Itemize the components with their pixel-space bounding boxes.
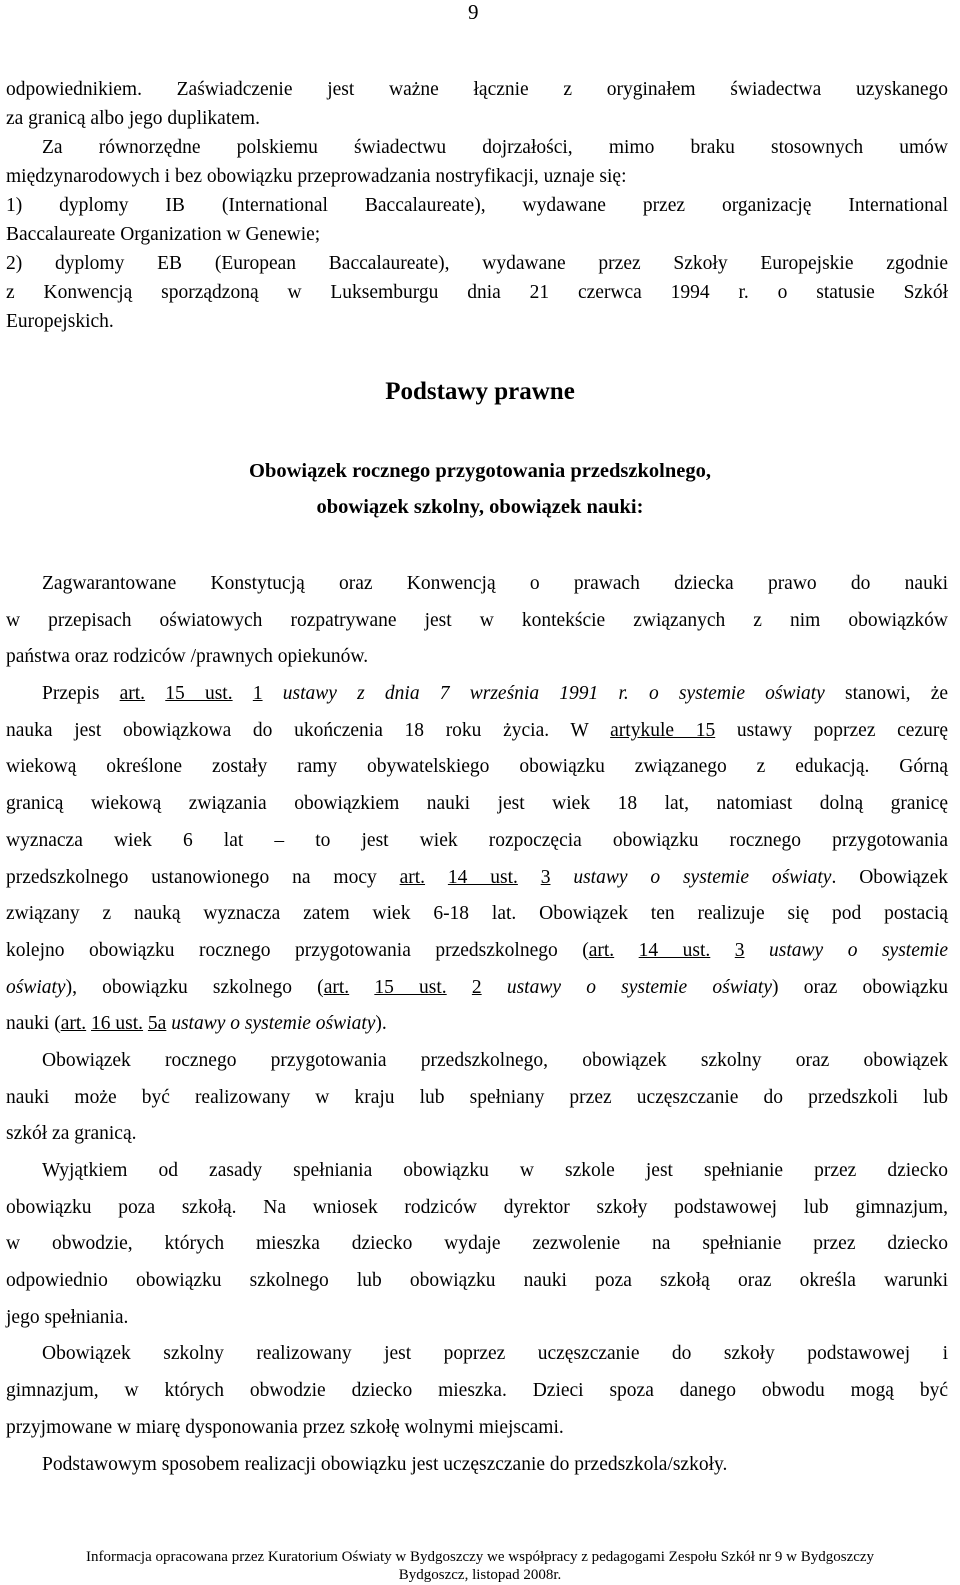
text-span (482, 977, 507, 998)
section-title: Podstawy prawne (385, 378, 575, 405)
law-link[interactable]: 16 ust. (91, 1013, 144, 1035)
text-span: nauka jest obowiązkowa do ukończenia 18 roku życia. W (6, 719, 611, 741)
text-span: kolejno obowiązku rocznego przygotowania przedszkolnego ( (6, 939, 589, 961)
paragraph-line: Zagwarantowane Konstytucją oraz Konwencją o prawach dziecka prawo do nauki (42, 573, 948, 594)
footer-text: Informacja opracowana przez Kuratorium Oświaty w Bydgoszczy we współpracy z pedagogami Zespołu Szkół nr 9 w Bydgoszczy (85, 1549, 875, 1565)
text-span: . Obowiązek (831, 866, 948, 888)
intro-line: odpowiednikiem. Zaświadczenie jest ważne łącznie z oryginałem świadectwa uzyskanego (6, 79, 948, 100)
law-link[interactable]: 15 ust. (165, 683, 233, 705)
law-link[interactable]: 3 (540, 866, 551, 888)
law-link[interactable]: 2 (471, 976, 482, 998)
law-link[interactable]: 14 ust. (447, 866, 518, 888)
text-span: nauki ( (6, 1013, 61, 1035)
text-span: Przepis (42, 683, 120, 705)
paragraph-line (6, 676, 948, 713)
text-span (518, 867, 541, 888)
paragraph-line: Podstawowym sposobem realizacji obowiązku jest uczęszczanie do przedszkola/szkoły. (42, 1453, 728, 1475)
text-span (425, 867, 448, 888)
intro-line: za granicą albo jego duplikatem. (6, 108, 260, 129)
paragraph-line (6, 860, 948, 897)
intro-line: 2) dyplomy EB (European Baccalaureate), wydawane przez Szkoły Europejskie zgodnie (6, 253, 948, 274)
page-number: 9 (468, 0, 479, 24)
paragraph-line: szkół za granicą. (6, 1123, 137, 1145)
law-link[interactable]: 15 ust. (374, 976, 447, 998)
law-title: ustawy o systemie oświaty (506, 976, 773, 998)
paragraph-line (6, 1006, 948, 1043)
text-span: ) oraz obowiązku (772, 976, 949, 998)
law-link[interactable]: art. (119, 683, 146, 705)
paragraph-line: Wyjątkiem od zasady spełniania obowiązku w szkole jest spełnianie przez dziecko (42, 1160, 948, 1181)
footer-date: Bydgoszcz, listopad 2008r. (398, 1567, 562, 1583)
paragraph-line: gimnazjum, w których obwodzie dziecko mieszka. Dzieci spoza danego obwodu mogą być (6, 1380, 948, 1402)
law-title: oświaty (6, 976, 66, 998)
law-link[interactable]: art. (323, 976, 350, 998)
paragraph-line: nauki może być realizowany w kraju lub spełniany przez uczęszczanie do przedszkoli lub (6, 1086, 948, 1108)
paragraph-line: państwa oraz rodziców /prawnych opiekunów. (6, 646, 369, 668)
paragraph-line: granicą wiekową związania obowiązkiem nauki jest wiek 18 lat, natomiast dolną granicę (6, 793, 948, 815)
text-span (447, 977, 472, 998)
paragraph-line: przyjmowane w miarę dysponowania przez szkołę wolnymi miejscami. (6, 1416, 564, 1438)
text-span (349, 977, 374, 998)
intro-text (6, 75, 948, 336)
text-span (745, 940, 770, 961)
text-span: stanowi, że (824, 683, 949, 705)
paragraph-line: wyznacza wiek 6 lat – to jest wiek rozpoczęcia obowiązku rocznego przygotowania (6, 829, 948, 851)
paragraph-line (6, 713, 948, 750)
law-link[interactable]: 3 (734, 939, 745, 961)
paragraph-line: jego spełniania. (6, 1306, 129, 1328)
text-span (233, 683, 253, 704)
intro-line: międzynarodowych i bez obowiązku przeprowadzania nostryfikacji, uznaje się: (6, 166, 627, 187)
text-span: ), obowiązku szkolnego ( (65, 976, 324, 998)
law-title: ustawy o systemie (769, 939, 949, 961)
law-link[interactable]: 14 ust. (638, 939, 711, 961)
text-span (710, 940, 735, 961)
paragraph-line: odpowiednio obowiązku szkolnego lub obowiązku nauki poza szkołą oraz określa warunki (6, 1270, 948, 1292)
intro-line: Baccalaureate Organization w Genewie; (6, 224, 321, 245)
paragraph-line: w przepisach oświatowych rozpatrywane jest w kontekście związanych z nim obowiązków (6, 609, 948, 631)
text-span: przedszkolnego ustanowionego na mocy (6, 866, 400, 888)
law-link[interactable]: art. (588, 939, 615, 961)
paragraph-line (6, 970, 948, 1007)
text-span: ). (375, 1013, 387, 1035)
intro-line: Europejskich. (6, 311, 114, 332)
body-text (6, 566, 948, 1483)
paragraph-line: Obowiązek szkolny realizowany jest poprzez uczęszczanie do szkoły podstawowej i (42, 1343, 948, 1365)
paragraph-line: Obowiązek rocznego przygotowania przedszkolnego, obowiązek szkolny oraz obowiązek (42, 1049, 948, 1071)
law-link[interactable]: art. (60, 1013, 87, 1035)
law-link[interactable]: 1 (252, 683, 263, 705)
law-link[interactable]: art. (399, 866, 426, 888)
paragraph-line: obowiązku poza szkołą. Na wniosek rodziców dyrektor szkoły podstawowej lub gimnazjum, (6, 1196, 948, 1218)
paragraph-line (6, 933, 948, 970)
paragraph-line: w obwodzie, których mieszka dziecko wydaje zezwolenie na spełnianie przez dziecko (6, 1233, 948, 1255)
intro-line: z Konwencją sporządzoną w Luksemburgu dnia 21 czerwca 1994 r. o statusie Szkół (6, 282, 948, 303)
section-subtitle: Obowiązek rocznego przygotowania przedszkolnego, (249, 460, 711, 482)
intro-line: Za równorzędne polskiemu świadectwu dojrzałości, mimo braku stosownych umów (42, 137, 948, 158)
text-span: ustawy poprzez cezurę (715, 719, 949, 741)
law-link[interactable]: 5a (147, 1013, 167, 1035)
text-span (614, 940, 639, 961)
text-span (263, 683, 283, 704)
paragraph-line: związany z nauką wyznacza zatem wiek 6-18 lat. Obowiązek ten realizuje się pod postacią (6, 903, 948, 925)
paragraph-line: wiekową określone zostały ramy obywatelskiego obowiązku związanego z edukacją. Górną (6, 756, 948, 778)
section-subtitle: obowiązek szkolny, obowiązek nauki: (316, 496, 644, 518)
text-span (550, 867, 573, 888)
intro-line: 1) dyplomy IB (International Baccalaureate), wydawane przez organizację International (6, 195, 948, 216)
text-span (145, 683, 165, 704)
law-title: ustawy o systemie oświaty (573, 866, 832, 888)
law-title: ustawy z dnia 7 września 1991 r. o systemie oświaty (282, 683, 825, 705)
law-title: ustawy o systemie oświaty (171, 1013, 376, 1035)
law-link[interactable]: artykule 15 (610, 719, 716, 741)
